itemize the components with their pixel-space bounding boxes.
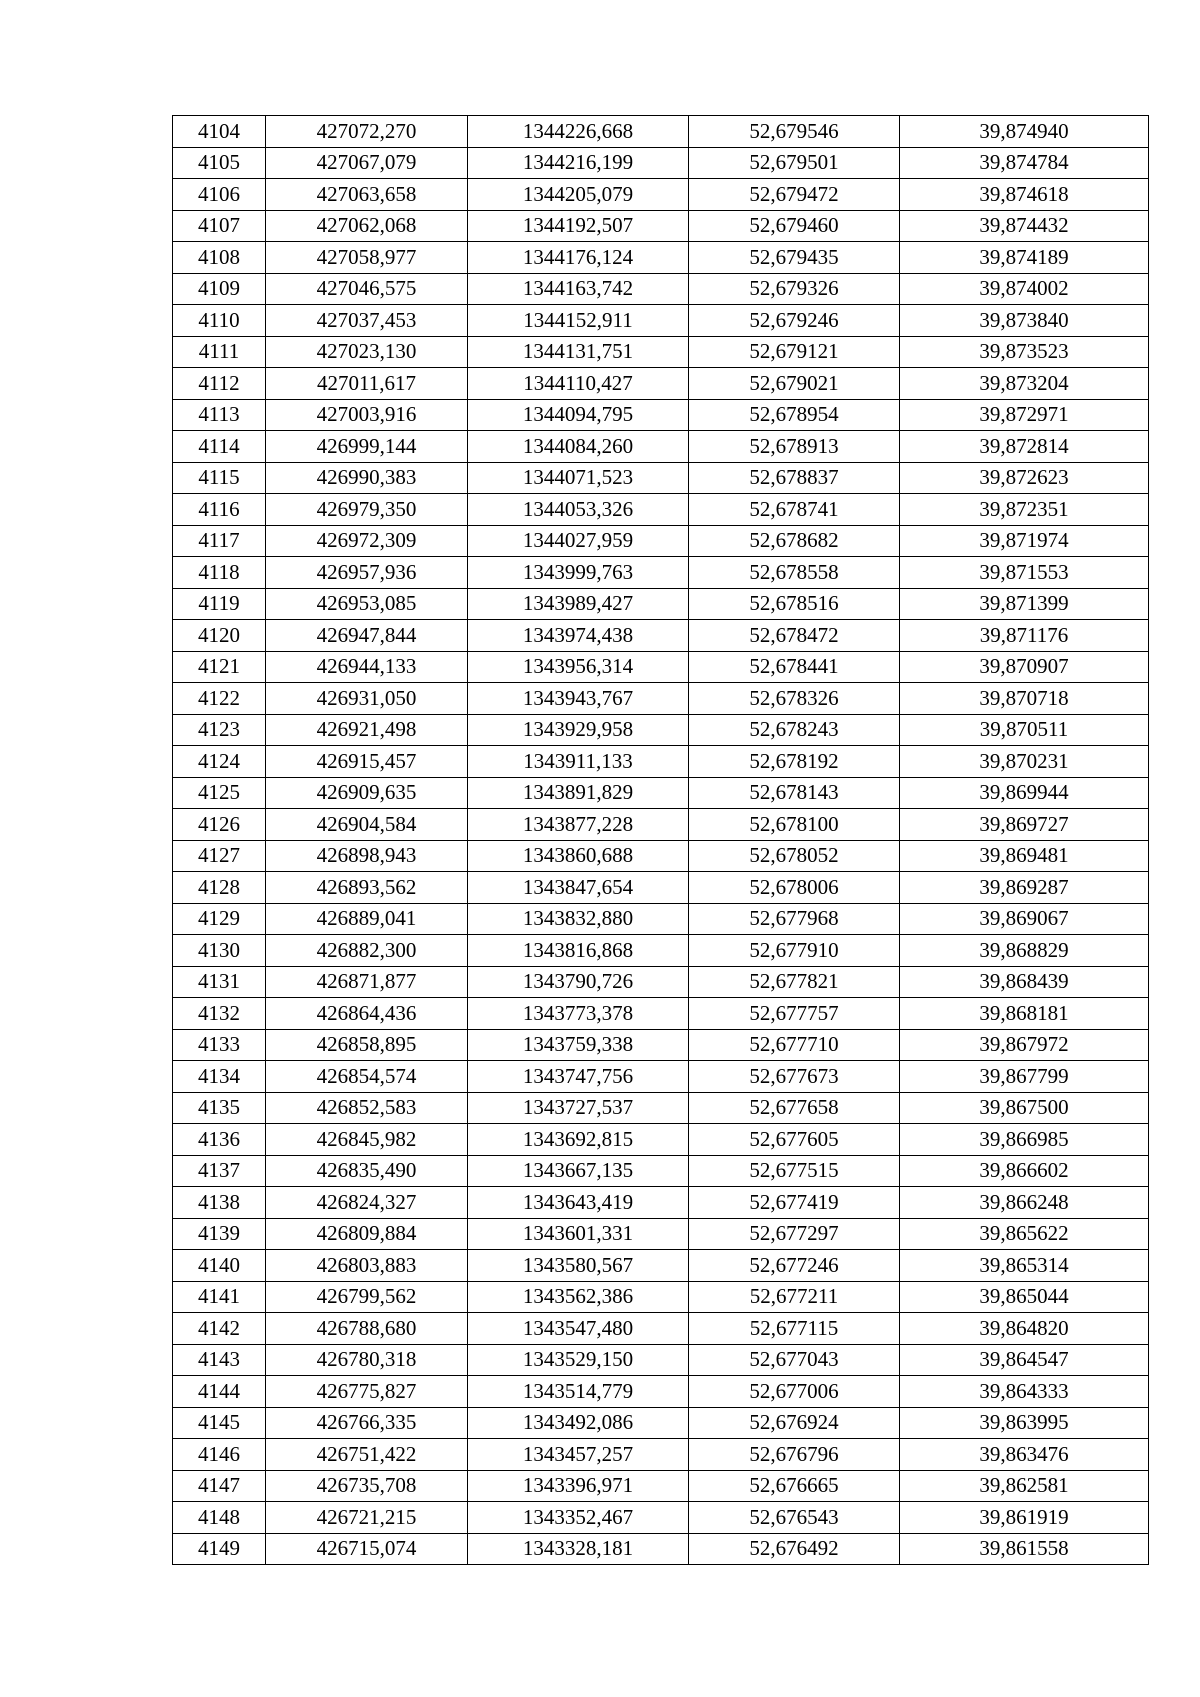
- y-coordinate-cell: 1343328,181: [468, 1533, 689, 1565]
- longitude-cell: 39,863995: [900, 1407, 1149, 1439]
- x-coordinate-cell: 427011,617: [266, 368, 468, 400]
- point-number-cell: 4115: [173, 462, 266, 494]
- x-coordinate-cell: 426809,884: [266, 1218, 468, 1250]
- latitude-cell: 52,678143: [689, 777, 900, 809]
- table-row: [173, 494, 1149, 526]
- longitude-cell: 39,874940: [900, 116, 1149, 148]
- y-coordinate-cell: 1343956,314: [468, 651, 689, 683]
- x-coordinate-cell: 426904,584: [266, 809, 468, 841]
- latitude-cell: 52,677821: [689, 966, 900, 998]
- x-coordinate-cell: 426721,215: [266, 1502, 468, 1534]
- x-coordinate-cell: 427072,270: [266, 116, 468, 148]
- table-row: [173, 777, 1149, 809]
- longitude-cell: 39,864547: [900, 1344, 1149, 1376]
- longitude-cell: 39,869287: [900, 872, 1149, 904]
- longitude-cell: 39,871399: [900, 588, 1149, 620]
- y-coordinate-cell: 1344071,523: [468, 462, 689, 494]
- y-coordinate-cell: 1343847,654: [468, 872, 689, 904]
- x-coordinate-cell: 427046,575: [266, 273, 468, 305]
- longitude-cell: 39,871176: [900, 620, 1149, 652]
- latitude-cell: 52,678441: [689, 651, 900, 683]
- y-coordinate-cell: 1343943,767: [468, 683, 689, 715]
- x-coordinate-cell: 426931,050: [266, 683, 468, 715]
- point-number-cell: 4144: [173, 1376, 266, 1408]
- longitude-cell: 39,871974: [900, 525, 1149, 557]
- latitude-cell: 52,679246: [689, 305, 900, 337]
- longitude-cell: 39,864333: [900, 1376, 1149, 1408]
- y-coordinate-cell: 1343601,331: [468, 1218, 689, 1250]
- point-number-cell: 4117: [173, 525, 266, 557]
- table-row: [173, 1061, 1149, 1093]
- table-row: [173, 1250, 1149, 1282]
- latitude-cell: 52,677673: [689, 1061, 900, 1093]
- table-row: [173, 1344, 1149, 1376]
- point-number-cell: 4112: [173, 368, 266, 400]
- latitude-cell: 52,678326: [689, 683, 900, 715]
- latitude-cell: 52,679326: [689, 273, 900, 305]
- latitude-cell: 52,679472: [689, 179, 900, 211]
- y-coordinate-cell: 1343974,438: [468, 620, 689, 652]
- coordinate-table-body: [173, 116, 1149, 1565]
- latitude-cell: 52,678472: [689, 620, 900, 652]
- x-coordinate-cell: 426990,383: [266, 462, 468, 494]
- y-coordinate-cell: 1343457,257: [468, 1439, 689, 1471]
- longitude-cell: 39,866985: [900, 1124, 1149, 1156]
- point-number-cell: 4108: [173, 242, 266, 274]
- x-coordinate-cell: 426775,827: [266, 1376, 468, 1408]
- x-coordinate-cell: 426947,844: [266, 620, 468, 652]
- longitude-cell: 39,869481: [900, 840, 1149, 872]
- y-coordinate-cell: 1343692,815: [468, 1124, 689, 1156]
- y-coordinate-cell: 1343352,467: [468, 1502, 689, 1534]
- table-row: [173, 588, 1149, 620]
- longitude-cell: 39,863476: [900, 1439, 1149, 1471]
- x-coordinate-cell: 426788,680: [266, 1313, 468, 1345]
- y-coordinate-cell: 1343790,726: [468, 966, 689, 998]
- point-number-cell: 4147: [173, 1470, 266, 1502]
- point-number-cell: 4148: [173, 1502, 266, 1534]
- point-number-cell: 4134: [173, 1061, 266, 1093]
- point-number-cell: 4114: [173, 431, 266, 463]
- longitude-cell: 39,861558: [900, 1533, 1149, 1565]
- table-row: [173, 809, 1149, 841]
- x-coordinate-cell: 426957,936: [266, 557, 468, 589]
- point-number-cell: 4120: [173, 620, 266, 652]
- longitude-cell: 39,866248: [900, 1187, 1149, 1219]
- latitude-cell: 52,677006: [689, 1376, 900, 1408]
- longitude-cell: 39,869067: [900, 903, 1149, 935]
- table-row: [173, 935, 1149, 967]
- x-coordinate-cell: 426715,074: [266, 1533, 468, 1565]
- point-number-cell: 4139: [173, 1218, 266, 1250]
- table-row: [173, 1092, 1149, 1124]
- longitude-cell: 39,864820: [900, 1313, 1149, 1345]
- longitude-cell: 39,872814: [900, 431, 1149, 463]
- longitude-cell: 39,870511: [900, 714, 1149, 746]
- x-coordinate-cell: 427062,068: [266, 210, 468, 242]
- y-coordinate-cell: 1343580,567: [468, 1250, 689, 1282]
- point-number-cell: 4125: [173, 777, 266, 809]
- longitude-cell: 39,868181: [900, 998, 1149, 1030]
- latitude-cell: 52,677115: [689, 1313, 900, 1345]
- table-row: [173, 116, 1149, 148]
- longitude-cell: 39,868829: [900, 935, 1149, 967]
- point-number-cell: 4131: [173, 966, 266, 998]
- table-row: [173, 210, 1149, 242]
- x-coordinate-cell: 426915,457: [266, 746, 468, 778]
- table-row: [173, 1470, 1149, 1502]
- x-coordinate-cell: 426799,562: [266, 1281, 468, 1313]
- y-coordinate-cell: 1343773,378: [468, 998, 689, 1030]
- longitude-cell: 39,872971: [900, 399, 1149, 431]
- x-coordinate-cell: 426889,041: [266, 903, 468, 935]
- y-coordinate-cell: 1344205,079: [468, 179, 689, 211]
- latitude-cell: 52,677246: [689, 1250, 900, 1282]
- latitude-cell: 52,679460: [689, 210, 900, 242]
- x-coordinate-cell: 426854,574: [266, 1061, 468, 1093]
- point-number-cell: 4143: [173, 1344, 266, 1376]
- longitude-cell: 39,870231: [900, 746, 1149, 778]
- point-number-cell: 4116: [173, 494, 266, 526]
- table-row: [173, 1533, 1149, 1565]
- x-coordinate-cell: 426871,877: [266, 966, 468, 998]
- latitude-cell: 52,679121: [689, 336, 900, 368]
- longitude-cell: 39,872623: [900, 462, 1149, 494]
- table-row: [173, 966, 1149, 998]
- latitude-cell: 52,679021: [689, 368, 900, 400]
- table-row: [173, 714, 1149, 746]
- table-row: [173, 840, 1149, 872]
- table-row: [173, 336, 1149, 368]
- x-coordinate-cell: 427037,453: [266, 305, 468, 337]
- latitude-cell: 52,677710: [689, 1029, 900, 1061]
- table-row: [173, 998, 1149, 1030]
- latitude-cell: 52,679546: [689, 116, 900, 148]
- longitude-cell: 39,874618: [900, 179, 1149, 211]
- point-number-cell: 4133: [173, 1029, 266, 1061]
- latitude-cell: 52,676543: [689, 1502, 900, 1534]
- latitude-cell: 52,678837: [689, 462, 900, 494]
- table-row: [173, 179, 1149, 211]
- latitude-cell: 52,679435: [689, 242, 900, 274]
- x-coordinate-cell: 426944,133: [266, 651, 468, 683]
- y-coordinate-cell: 1343529,150: [468, 1344, 689, 1376]
- y-coordinate-cell: 1343911,133: [468, 746, 689, 778]
- point-number-cell: 4106: [173, 179, 266, 211]
- latitude-cell: 52,676665: [689, 1470, 900, 1502]
- longitude-cell: 39,867972: [900, 1029, 1149, 1061]
- x-coordinate-cell: 427003,916: [266, 399, 468, 431]
- latitude-cell: 52,678192: [689, 746, 900, 778]
- table-row: [173, 1281, 1149, 1313]
- x-coordinate-cell: 427023,130: [266, 336, 468, 368]
- longitude-cell: 39,873840: [900, 305, 1149, 337]
- x-coordinate-cell: 426909,635: [266, 777, 468, 809]
- point-number-cell: 4123: [173, 714, 266, 746]
- latitude-cell: 52,677515: [689, 1155, 900, 1187]
- x-coordinate-cell: 426979,350: [266, 494, 468, 526]
- latitude-cell: 52,679501: [689, 147, 900, 179]
- y-coordinate-cell: 1344053,326: [468, 494, 689, 526]
- x-coordinate-cell: 426845,982: [266, 1124, 468, 1156]
- y-coordinate-cell: 1343562,386: [468, 1281, 689, 1313]
- y-coordinate-cell: 1344216,199: [468, 147, 689, 179]
- table-row: [173, 903, 1149, 935]
- latitude-cell: 52,677968: [689, 903, 900, 935]
- longitude-cell: 39,874189: [900, 242, 1149, 274]
- point-number-cell: 4135: [173, 1092, 266, 1124]
- y-coordinate-cell: 1343877,228: [468, 809, 689, 841]
- point-number-cell: 4137: [173, 1155, 266, 1187]
- point-number-cell: 4122: [173, 683, 266, 715]
- table-row: [173, 557, 1149, 589]
- table-row: [173, 368, 1149, 400]
- point-number-cell: 4118: [173, 557, 266, 589]
- longitude-cell: 39,870907: [900, 651, 1149, 683]
- latitude-cell: 52,678913: [689, 431, 900, 463]
- latitude-cell: 52,678741: [689, 494, 900, 526]
- table-row: [173, 1155, 1149, 1187]
- table-row: [173, 1376, 1149, 1408]
- y-coordinate-cell: 1343514,779: [468, 1376, 689, 1408]
- point-number-cell: 4142: [173, 1313, 266, 1345]
- point-number-cell: 4126: [173, 809, 266, 841]
- x-coordinate-cell: 426882,300: [266, 935, 468, 967]
- table-row: [173, 746, 1149, 778]
- table-row: [173, 1124, 1149, 1156]
- y-coordinate-cell: 1343989,427: [468, 588, 689, 620]
- point-number-cell: 4129: [173, 903, 266, 935]
- point-number-cell: 4138: [173, 1187, 266, 1219]
- longitude-cell: 39,869944: [900, 777, 1149, 809]
- x-coordinate-cell: 426835,490: [266, 1155, 468, 1187]
- x-coordinate-cell: 426852,583: [266, 1092, 468, 1124]
- point-number-cell: 4119: [173, 588, 266, 620]
- y-coordinate-cell: 1343929,958: [468, 714, 689, 746]
- x-coordinate-cell: 427067,079: [266, 147, 468, 179]
- point-number-cell: 4113: [173, 399, 266, 431]
- latitude-cell: 52,677297: [689, 1218, 900, 1250]
- x-coordinate-cell: 426824,327: [266, 1187, 468, 1219]
- point-number-cell: 4105: [173, 147, 266, 179]
- point-number-cell: 4149: [173, 1533, 266, 1565]
- latitude-cell: 52,677605: [689, 1124, 900, 1156]
- x-coordinate-cell: 426972,309: [266, 525, 468, 557]
- latitude-cell: 52,677419: [689, 1187, 900, 1219]
- latitude-cell: 52,677043: [689, 1344, 900, 1376]
- x-coordinate-cell: 426953,085: [266, 588, 468, 620]
- x-coordinate-cell: 427063,658: [266, 179, 468, 211]
- longitude-cell: 39,872351: [900, 494, 1149, 526]
- table-row: [173, 620, 1149, 652]
- table-row: [173, 147, 1149, 179]
- latitude-cell: 52,678682: [689, 525, 900, 557]
- x-coordinate-cell: 426803,883: [266, 1250, 468, 1282]
- longitude-cell: 39,862581: [900, 1470, 1149, 1502]
- x-coordinate-cell: 426921,498: [266, 714, 468, 746]
- y-coordinate-cell: 1344110,427: [468, 368, 689, 400]
- point-number-cell: 4127: [173, 840, 266, 872]
- latitude-cell: 52,677658: [689, 1092, 900, 1124]
- latitude-cell: 52,676492: [689, 1533, 900, 1565]
- longitude-cell: 39,874002: [900, 273, 1149, 305]
- y-coordinate-cell: 1343816,868: [468, 935, 689, 967]
- y-coordinate-cell: 1343999,763: [468, 557, 689, 589]
- longitude-cell: 39,874432: [900, 210, 1149, 242]
- x-coordinate-cell: 426751,422: [266, 1439, 468, 1471]
- latitude-cell: 52,678954: [689, 399, 900, 431]
- coordinate-table: [172, 115, 1149, 1565]
- y-coordinate-cell: 1343759,338: [468, 1029, 689, 1061]
- x-coordinate-cell: 426864,436: [266, 998, 468, 1030]
- point-number-cell: 4121: [173, 651, 266, 683]
- longitude-cell: 39,861919: [900, 1502, 1149, 1534]
- table-row: [173, 1502, 1149, 1534]
- y-coordinate-cell: 1343727,537: [468, 1092, 689, 1124]
- y-coordinate-cell: 1344163,742: [468, 273, 689, 305]
- longitude-cell: 39,866602: [900, 1155, 1149, 1187]
- y-coordinate-cell: 1343492,086: [468, 1407, 689, 1439]
- y-coordinate-cell: 1343832,880: [468, 903, 689, 935]
- table-row: [173, 525, 1149, 557]
- x-coordinate-cell: 427058,977: [266, 242, 468, 274]
- table-row: [173, 1313, 1149, 1345]
- longitude-cell: 39,868439: [900, 966, 1149, 998]
- table-row: [173, 1407, 1149, 1439]
- longitude-cell: 39,873523: [900, 336, 1149, 368]
- table-row: [173, 1439, 1149, 1471]
- table-row: [173, 872, 1149, 904]
- latitude-cell: 52,677910: [689, 935, 900, 967]
- table-row: [173, 242, 1149, 274]
- y-coordinate-cell: 1343396,971: [468, 1470, 689, 1502]
- longitude-cell: 39,871553: [900, 557, 1149, 589]
- point-number-cell: 4109: [173, 273, 266, 305]
- x-coordinate-cell: 426780,318: [266, 1344, 468, 1376]
- y-coordinate-cell: 1343667,135: [468, 1155, 689, 1187]
- x-coordinate-cell: 426858,895: [266, 1029, 468, 1061]
- table-row: [173, 399, 1149, 431]
- y-coordinate-cell: 1344152,911: [468, 305, 689, 337]
- point-number-cell: 4124: [173, 746, 266, 778]
- x-coordinate-cell: 426898,943: [266, 840, 468, 872]
- point-number-cell: 4145: [173, 1407, 266, 1439]
- x-coordinate-cell: 426893,562: [266, 872, 468, 904]
- latitude-cell: 52,678243: [689, 714, 900, 746]
- point-number-cell: 4111: [173, 336, 266, 368]
- latitude-cell: 52,678516: [689, 588, 900, 620]
- table-row: [173, 305, 1149, 337]
- point-number-cell: 4110: [173, 305, 266, 337]
- y-coordinate-cell: 1344131,751: [468, 336, 689, 368]
- longitude-cell: 39,865044: [900, 1281, 1149, 1313]
- table-row: [173, 273, 1149, 305]
- y-coordinate-cell: 1344084,260: [468, 431, 689, 463]
- latitude-cell: 52,678006: [689, 872, 900, 904]
- longitude-cell: 39,867500: [900, 1092, 1149, 1124]
- table-row: [173, 651, 1149, 683]
- y-coordinate-cell: 1344176,124: [468, 242, 689, 274]
- longitude-cell: 39,874784: [900, 147, 1149, 179]
- latitude-cell: 52,678558: [689, 557, 900, 589]
- y-coordinate-cell: 1343860,688: [468, 840, 689, 872]
- latitude-cell: 52,678052: [689, 840, 900, 872]
- latitude-cell: 52,677211: [689, 1281, 900, 1313]
- longitude-cell: 39,870718: [900, 683, 1149, 715]
- table-row: [173, 683, 1149, 715]
- x-coordinate-cell: 426735,708: [266, 1470, 468, 1502]
- y-coordinate-cell: 1343643,419: [468, 1187, 689, 1219]
- point-number-cell: 4141: [173, 1281, 266, 1313]
- point-number-cell: 4140: [173, 1250, 266, 1282]
- table-row: [173, 462, 1149, 494]
- y-coordinate-cell: 1344226,668: [468, 116, 689, 148]
- table-row: [173, 1029, 1149, 1061]
- x-coordinate-cell: 426999,144: [266, 431, 468, 463]
- table-row: [173, 431, 1149, 463]
- y-coordinate-cell: 1344027,959: [468, 525, 689, 557]
- latitude-cell: 52,678100: [689, 809, 900, 841]
- point-number-cell: 4104: [173, 116, 266, 148]
- table-row: [173, 1187, 1149, 1219]
- point-number-cell: 4107: [173, 210, 266, 242]
- y-coordinate-cell: 1344094,795: [468, 399, 689, 431]
- latitude-cell: 52,676924: [689, 1407, 900, 1439]
- longitude-cell: 39,869727: [900, 809, 1149, 841]
- y-coordinate-cell: 1344192,507: [468, 210, 689, 242]
- latitude-cell: 52,677757: [689, 998, 900, 1030]
- point-number-cell: 4132: [173, 998, 266, 1030]
- longitude-cell: 39,873204: [900, 368, 1149, 400]
- y-coordinate-cell: 1343547,480: [468, 1313, 689, 1345]
- point-number-cell: 4146: [173, 1439, 266, 1471]
- longitude-cell: 39,867799: [900, 1061, 1149, 1093]
- point-number-cell: 4136: [173, 1124, 266, 1156]
- longitude-cell: 39,865314: [900, 1250, 1149, 1282]
- x-coordinate-cell: 426766,335: [266, 1407, 468, 1439]
- latitude-cell: 52,676796: [689, 1439, 900, 1471]
- longitude-cell: 39,865622: [900, 1218, 1149, 1250]
- table-row: [173, 1218, 1149, 1250]
- point-number-cell: 4130: [173, 935, 266, 967]
- y-coordinate-cell: 1343747,756: [468, 1061, 689, 1093]
- y-coordinate-cell: 1343891,829: [468, 777, 689, 809]
- point-number-cell: 4128: [173, 872, 266, 904]
